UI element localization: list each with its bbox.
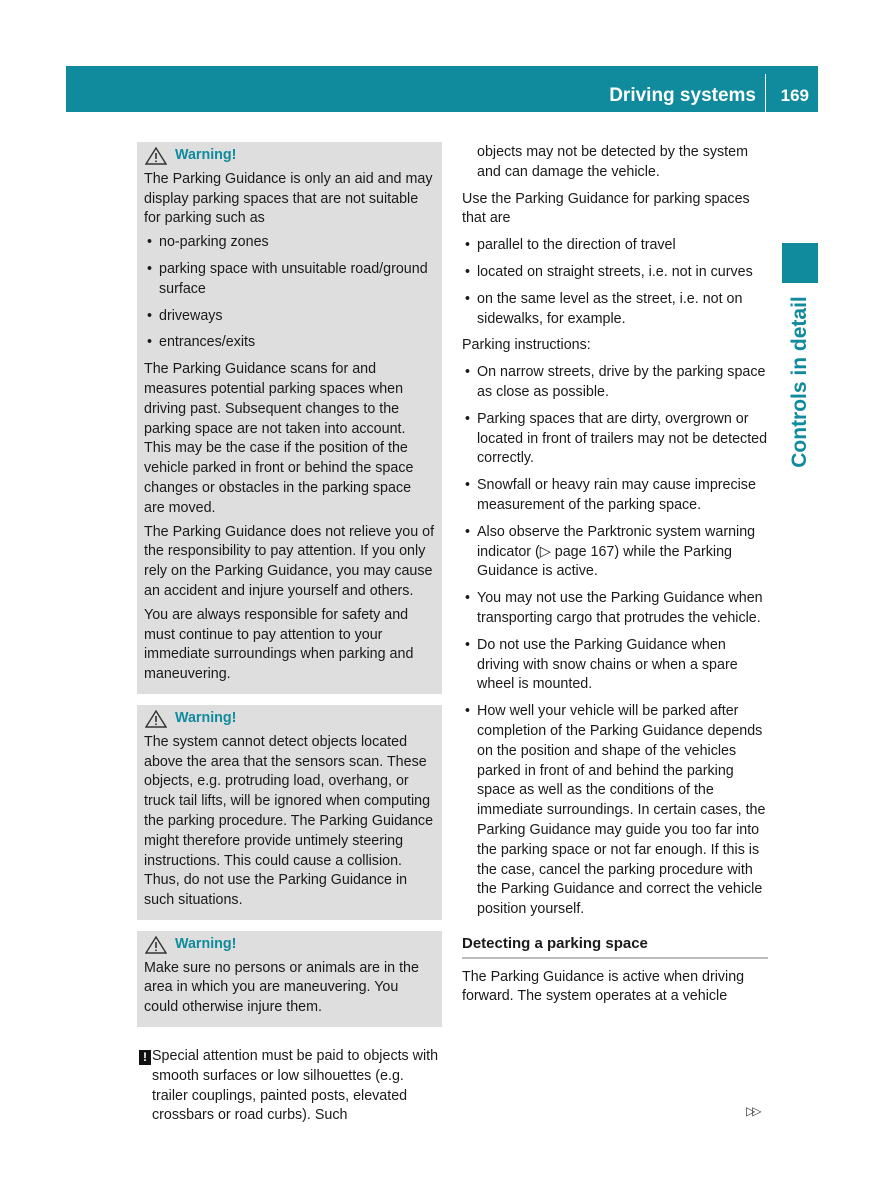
use-list: [462, 236, 768, 329]
header-divider: [765, 74, 766, 112]
list-item: • Snowfall or heavy rain may cause imprecise measurement of the parking space.: [462, 476, 768, 516]
page-number: 169: [780, 86, 809, 105]
instructions-intro: Parking instructions:: [462, 337, 591, 354]
list-item: • You may not use the Parking Guidance when transporting cargo that protrudes the vehicle.: [462, 589, 768, 629]
warning-title: Warning!: [175, 709, 237, 726]
warning-triangle-icon: [145, 710, 167, 728]
warning-triangle-icon: [145, 147, 167, 165]
right-column: [462, 143, 768, 1011]
warning-paragraph: Make sure no persons or animals are in the area in which you are maneuvering. You could otherwise injure them.: [144, 959, 419, 1016]
use-intro: Use the Parking Guidance for parking spaces that are: [462, 190, 750, 227]
warning-heading: [144, 146, 435, 166]
warning-paragraph: The system cannot detect objects located above the area that the sensors scan. These objects, e.g. protruding load, overhang, or truck tail lifts, will be ignored when computing the parking procedure. The Parking Guidance might therefore provide untimely steering instructions. This could cause a collision. Thus, do not use the Parking Guidance in such situations.: [144, 733, 434, 909]
continued-text: objects may not be detected by the system and can damage the vehicle.: [477, 144, 748, 180]
list-item: • parallel to the direction of travel: [462, 236, 768, 256]
list-item: • on the same level as the street, i.e. not on sidewalks, for example.: [462, 290, 768, 330]
warning-box: [137, 931, 442, 1027]
chapter-label: Controls in detail: [788, 296, 811, 468]
list-item: • Also observe the Parktronic system warning indicator (▷ page 167) while the Parking Guidance is active.: [462, 523, 768, 582]
warning-heading: [144, 709, 435, 729]
warning-paragraph: The Parking Guidance does not relieve you of the responsibility to pay attention. If you only rely on the Parking Guidance, you may cause an accident and injure yourself and others.: [144, 523, 435, 599]
note-text: Special attention must be paid to objects with smooth surfaces or low silhouettes (e.g. trailer couplings, painted posts, elevated crossbars or road curbs). Such: [152, 1048, 439, 1124]
warning-title: Warning!: [175, 147, 237, 163]
list-item: • How well your vehicle will be parked after completion of the Parking Guidance depends on the position and shape of the vehicles parked in front of and behind the parking space as well as the conditions of the immediate surroundings. In certain cases, the Parking Guidance may guide you too far into the parking space or not far enough. If this is the case, cancel the parking procedure with the Parking Guidance and correct the vehicle position yourself.: [462, 702, 768, 920]
page-header: [66, 66, 818, 112]
list-item: • On narrow streets, drive by the parking space as close as possible.: [462, 363, 768, 403]
body-paragraph: The Parking Guidance is active when driving forward. The system operates at a vehicle: [462, 968, 745, 1005]
list-item: • parking space with unsuitable road/ground surface: [144, 260, 435, 300]
section-subheading: Detecting a parking space: [462, 934, 768, 959]
continued-marker: ▷▷: [746, 1104, 759, 1118]
warning-paragraph: You are always responsible for safety and must continue to pay attention to your immediate surroundings when parking and maneuvering.: [144, 606, 414, 683]
list-item: • Do not use the Parking Guidance when driving with snow chains or when a spare wheel is mounted.: [462, 636, 768, 695]
warning-paragraph: The Parking Guidance scans for and measures potential parking spaces when driving past. Subsequent changes to the parking space are not taken into account. This may be the case if the position of the vehicle parked in front or behind the space changes or obstacles in the parking space are moved.: [144, 361, 414, 516]
warning-list: [144, 233, 435, 353]
list-item: • located on straight streets, i.e. not in curves: [462, 263, 768, 283]
warning-box: [137, 705, 442, 920]
list-item: • Parking spaces that are dirty, overgrown or located in front of trailers may not be detected correctly.: [462, 410, 768, 469]
warning-triangle-icon: [145, 936, 167, 954]
warning-box: [137, 142, 442, 694]
list-item: • driveways: [144, 307, 435, 327]
chapter-tab: [782, 243, 818, 283]
list-item: • entrances/exits: [144, 333, 435, 353]
section-title: Driving systems: [609, 85, 756, 106]
exclamation-icon: !: [139, 1050, 151, 1065]
warning-intro: The Parking Guidance is only an aid and may display parking spaces that are not suitable for parking such as: [144, 170, 433, 227]
instructions-list: [462, 363, 768, 920]
left-column: [137, 142, 442, 1126]
warning-heading: [144, 935, 435, 955]
warning-title: Warning!: [175, 935, 237, 952]
attention-note: [137, 1047, 442, 1126]
list-item: • no-parking zones: [144, 233, 435, 253]
